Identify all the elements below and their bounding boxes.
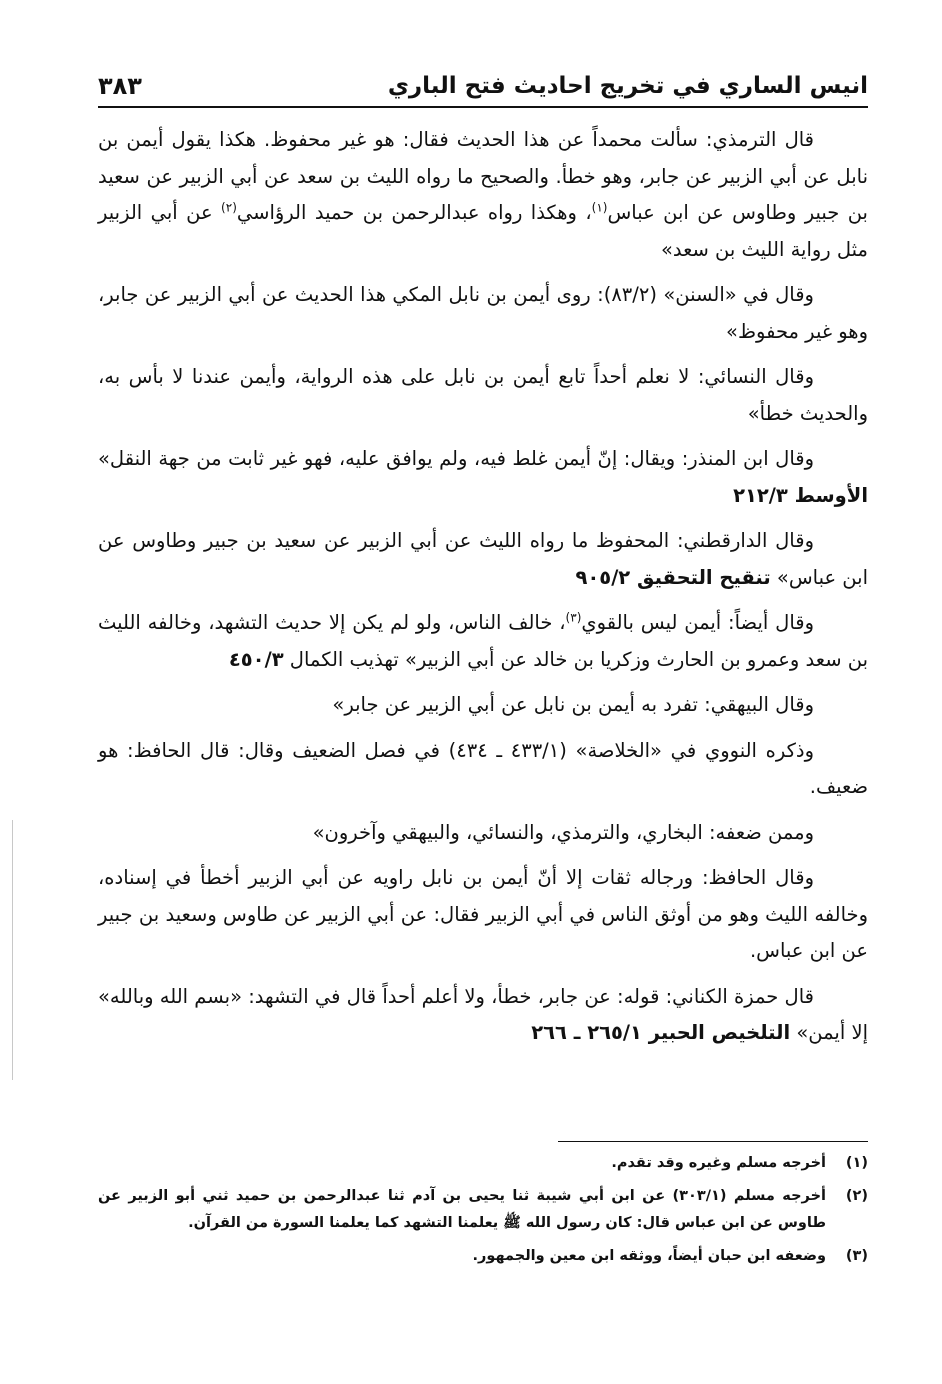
paragraph-daraqutni-also: وقال أيضاً: أيمن ليس بالقوي$^{(٣)}$، خالف الناس، ولو لم يكن إلا حديث التشهد، وخالفه الليث بن سعد وعمرو بن الحارث وزكريا بن خالد عن أبي الزبير» تهذيب الكمال ٤٥٠/٣ — [98, 610, 868, 671]
footnote-number: (٢) — [845, 1188, 868, 1204]
source-reference: الأوسط ٢١٢/٣ — [733, 483, 868, 507]
book-title: انيس الساري في تخريج احاديث فتح الباري — [387, 73, 868, 99]
header-divider — [98, 106, 868, 108]
footnote-marker: (١) — [591, 200, 608, 215]
footnote-text: أخرجه مسلم (٣٠٣/١) عن ابن أبي شيبة ثنا يحيى بن آدم ثنا عبدالرحمن بن حميد ثني أبو الزبير عن طاوس عن ابن عباس قال: كان رسول الله ﷺ يعلمنا التشهد كما يعلمنا السورة من القرآن. — [98, 1188, 826, 1231]
footnote-text: أخرجه مسلم وغيره وقد تقدم. — [611, 1155, 826, 1171]
source-reference: ٤٥٠/٣ — [228, 647, 284, 671]
footnote-divider — [558, 1141, 868, 1142]
paragraph-tirmidhi: قال الترمذي: سألت محمداً عن هذا الحديث فقال: هو غير محفوظ. هكذا يقول أيمن بن نابل عن أبي الزبير عن جابر، وهو خطأ. والصحيح ما رواه الليث بن سعد عن أبي الزبير عن سعيد بن جبير وطاوس عن ابن عباس$^{(١)}$، وهكذا رواه عبدالرحمن بن حميد الرؤاسي$^{(٢)}$ عن أبي الزبير مثل رواية الليث بن سعد» — [98, 128, 868, 261]
page-number: ٣٨٣ — [98, 72, 142, 100]
scan-edge-line — [12, 820, 13, 1080]
paragraph-weakened-by: وممن ضعفه: البخاري، والترمذي، والنسائي، والبيهقي وآخرون» — [312, 820, 814, 844]
paragraph-ibn-almundhir: وقال ابن المنذر: ويقال: إنّ أيمن غلط فيه، ولم يوافق عليه، فهو غير ثابت من جهة النقل» الأوسط ٢١٢/٣ — [98, 447, 868, 507]
footnote-marker: (٢) — [221, 200, 237, 215]
paragraph-sunan: وقال في «السنن» (٨٣/٢): روى أيمن بن نابل المكي هذا الحديث عن أبي الزبير عن جابر، وهو غير محفوظ» — [98, 283, 868, 343]
footnote-marker: (٣) — [565, 610, 582, 625]
footnote-text: وضعفه ابن حبان أيضاً، ووثقه ابن معين والجمهور. — [472, 1248, 826, 1264]
paragraph-daraqutni: وقال الدارقطني: المحفوظ ما رواه الليث عن أبي الزبير عن سعيد بن جبير وطاوس عن ابن عباس» تنقيح التحقيق ٩٠٥/٢ — [98, 529, 868, 589]
main-text — [98, 122, 868, 1061]
source-reference: تنقيح التحقيق ٩٠٥/٢ — [575, 565, 771, 589]
footnote-number: (١) — [845, 1155, 868, 1171]
footnotes — [98, 1150, 868, 1276]
paragraph-hafiz: وقال الحافظ: ورجاله ثقات إلا أنّ أيمن بن نابل راويه عن أبي الزبير أخطأ في إسناده، وخالفه الليث وهو من أوثق الناس في أبي الزبير فقال: عن أبي الزبير عن طاوس وسعيد بن جبير عن ابن عباس. — [98, 866, 868, 962]
source-reference: التلخيص الحبير ٢٦٥/١ ـ ٢٦٦ — [531, 1021, 791, 1044]
paragraph-bayhaqi: وقال البيهقي: تفرد به أيمن بن نابل عن أبي الزبير عن جابر» — [332, 693, 814, 716]
footnote — [98, 1243, 868, 1270]
paragraph-nawawi: وذكره النووي في «الخلاصة» (٤٣٣/١ ـ ٤٣٤) في فصل الضعيف وقال: قال الحافظ: هو ضعيف. — [98, 738, 868, 798]
running-header — [98, 66, 868, 106]
footnote — [98, 1183, 868, 1237]
paragraph-hamza-kinani: قال حمزة الكناني: قوله: عن جابر، خطأ، ولا أعلم أحداً قال في التشهد: «بسم الله وبالله» إلا أيمن» التلخيص الحبير ٢٦٥/١ ـ ٢٦٦ — [98, 984, 868, 1044]
footnote — [98, 1150, 868, 1177]
footnote-number: (٣) — [845, 1248, 868, 1264]
paragraph-nasai: وقال النسائي: لا نعلم أحداً تابع أيمن بن نابل على هذه الرواية، وأيمن عندنا لا بأس به، والحديث خطأ» — [98, 365, 868, 425]
